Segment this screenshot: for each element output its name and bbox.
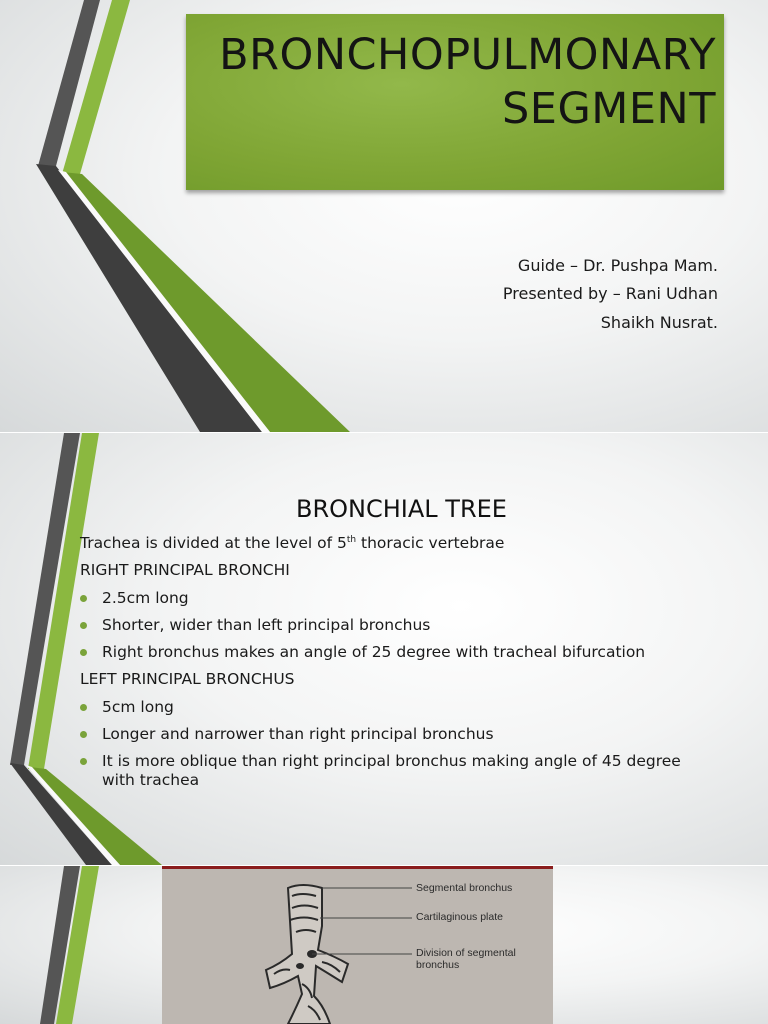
title-slide: [0, 0, 768, 432]
bullet-text: Longer and narrower than right principal bronchus: [102, 725, 494, 743]
presented-by-text: Presented by – Rani Udhan: [502, 284, 718, 303]
slide-title: BRONCHIAL TREE: [296, 495, 507, 523]
bullet-text: 5cm long: [102, 698, 174, 716]
left-bronchus-heading: LEFT PRINCIPAL BRONCHUS: [80, 670, 295, 688]
bullet-text: 2.5cm long: [102, 589, 189, 607]
bullet-dot-icon: [80, 758, 87, 765]
label-division-line2: bronchus: [416, 959, 460, 971]
bullet-dot-icon: [80, 649, 87, 656]
intro-superscript: th: [346, 534, 357, 545]
bronchial-tree-slide: [0, 433, 768, 865]
bullet-dot-icon: [80, 622, 87, 629]
intro-text-end: thoracic vertebrae: [356, 534, 505, 552]
bronchus-diagram: [162, 866, 553, 1024]
right-bronchi-heading: RIGHT PRINCIPAL BRONCHI: [80, 561, 290, 579]
label-segmental-bronchus: Segmental bronchus: [416, 882, 513, 894]
bullet-text: It is more oblique than right principal bronchus making angle of 45 degree with trachea: [102, 752, 681, 789]
intro-text: Trachea is divided at the level of 5: [80, 534, 347, 552]
label-division-line1: Division of segmental: [416, 947, 516, 959]
bullet-text: Right bronchus makes an angle of 25 degree with tracheal bifurcation: [102, 643, 646, 661]
title-line-1: BRONCHOPULMONARY: [219, 30, 716, 80]
bullet-dot-icon: [80, 704, 87, 711]
presenter-name: Shaikh Nusrat.: [600, 313, 718, 332]
title-box: [186, 14, 724, 190]
bullet-dot-icon: [80, 595, 87, 602]
trachea-intro: [80, 534, 504, 552]
diagram-slide: [0, 866, 768, 1024]
bullet-text: Shorter, wider than left principal bronchus: [102, 616, 431, 634]
title-line-2: SEGMENT: [502, 84, 716, 134]
bullet-dot-icon: [80, 731, 87, 738]
guide-text: Guide – Dr. Pushpa Mam.: [517, 256, 718, 275]
label-cartilaginous-plate: Cartilaginous plate: [416, 911, 503, 923]
